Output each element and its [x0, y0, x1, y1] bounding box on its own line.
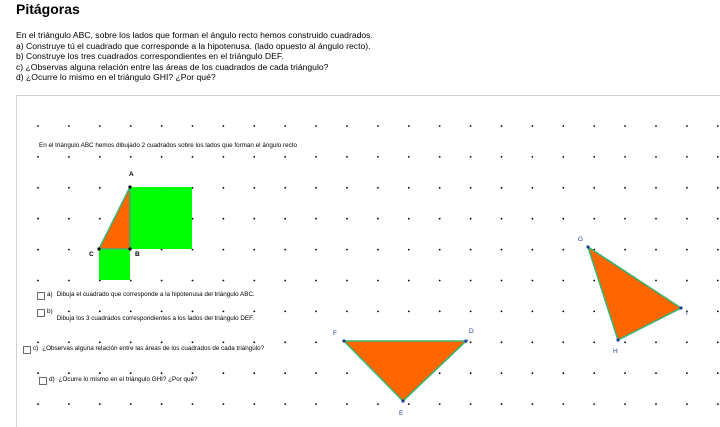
- grid-dot: [655, 187, 657, 189]
- grid-dot: [253, 156, 255, 158]
- grid-dot: [346, 311, 348, 313]
- vertex-d-point[interactable]: [464, 339, 467, 342]
- grid-dot: [68, 249, 70, 251]
- grid-dot: [501, 372, 503, 374]
- grid-dot: [439, 218, 441, 220]
- grid-dot: [99, 341, 101, 343]
- grid-dot: [408, 187, 410, 189]
- checkbox-c-text: ¿Observas alguna relación entre las áreas de los cuadrados de cada triángulo?: [42, 345, 265, 352]
- grid-dot: [253, 187, 255, 189]
- grid-dot: [223, 280, 225, 282]
- checkbox-c-row[interactable]: [23, 345, 264, 354]
- grid-dot: [130, 156, 132, 158]
- grid-dot: [408, 218, 410, 220]
- grid-dot: [717, 156, 719, 158]
- vertex-f-point[interactable]: [342, 339, 345, 342]
- grid-dot: [501, 403, 503, 405]
- grid-dot: [686, 249, 688, 251]
- grid-dot: [161, 125, 163, 127]
- grid-dot: [37, 403, 39, 405]
- vertex-f-label: F: [333, 330, 337, 337]
- grid-dot: [717, 187, 719, 189]
- grid-dot: [37, 372, 39, 374]
- grid-dot: [37, 341, 39, 343]
- grid-dot: [192, 372, 194, 374]
- grid-dot: [408, 280, 410, 282]
- grid-dot: [717, 311, 719, 313]
- vertex-e-label: E: [399, 410, 404, 417]
- grid-dot: [624, 187, 626, 189]
- triangle-def[interactable]: [344, 341, 466, 401]
- grid-dot: [532, 341, 534, 343]
- grid-dot: [655, 372, 657, 374]
- grid-dot: [593, 125, 595, 127]
- grid-dot: [562, 311, 564, 313]
- grid-dot: [562, 125, 564, 127]
- grid-dot: [315, 341, 317, 343]
- grid-dot: [655, 341, 657, 343]
- checkbox-d[interactable]: [39, 377, 47, 385]
- checkbox-b-text: Dibuja los 3 cuadrados correspondientes a los lados del triángulo DEF.: [56, 315, 255, 322]
- grid-dot: [532, 311, 534, 313]
- grid-dot: [439, 187, 441, 189]
- geometry-applet[interactable]: [16, 95, 720, 427]
- grid-dot: [655, 125, 657, 127]
- vertex-a-point[interactable]: [128, 185, 131, 188]
- grid-dot: [562, 280, 564, 282]
- grid-dot: [99, 403, 101, 405]
- grid-dot: [593, 218, 595, 220]
- grid-dot: [377, 125, 379, 127]
- grid-dot: [470, 403, 472, 405]
- grid-dot: [562, 249, 564, 251]
- grid-dot: [562, 372, 564, 374]
- grid-dot: [284, 341, 286, 343]
- grid-dot: [532, 249, 534, 251]
- grid-dot: [223, 156, 225, 158]
- grid-dot: [284, 403, 286, 405]
- instruction-line-c: c) ¿Observas alguna relación entre las áreas de los cuadrados de cada triángulo?: [16, 61, 329, 72]
- vertex-a-label: A: [129, 171, 134, 178]
- grid-dot: [624, 218, 626, 220]
- grid-dot: [686, 125, 688, 127]
- grid-dot: [377, 280, 379, 282]
- grid-dot: [315, 156, 317, 158]
- grid-dot: [284, 156, 286, 158]
- grid-dot: [223, 249, 225, 251]
- grid-dot: [223, 403, 225, 405]
- grid-dot: [253, 341, 255, 343]
- grid-dot: [68, 125, 70, 127]
- grid-dot: [593, 156, 595, 158]
- grid-dot: [562, 156, 564, 158]
- vertex-g-point[interactable]: [586, 245, 589, 248]
- grid-dot: [192, 341, 194, 343]
- instruction-line-d: d) ¿Ocurre lo mismo en el triángulo GHI? ¿Por qué?: [16, 72, 216, 83]
- grid-dot: [37, 187, 39, 189]
- grid-dot: [593, 311, 595, 313]
- grid-dot: [532, 403, 534, 405]
- applet-note: En el triángulo ABC hemos dibujado 2 cuadrados sobre los lados que forman el ángulo recto: [39, 142, 297, 149]
- grid-dot: [37, 125, 39, 127]
- grid-dot: [624, 249, 626, 251]
- vertex-b-point[interactable]: [128, 247, 131, 250]
- grid-dot: [717, 125, 719, 127]
- grid-dot: [37, 218, 39, 220]
- grid-dot: [192, 280, 194, 282]
- grid-dot: [223, 372, 225, 374]
- grid-dot: [470, 187, 472, 189]
- grid-dot: [470, 249, 472, 251]
- grid-dot: [501, 341, 503, 343]
- checkbox-b-label: b): [47, 308, 53, 315]
- grid-dot: [130, 403, 132, 405]
- vertex-h-point[interactable]: [616, 338, 619, 341]
- grid-dot: [655, 218, 657, 220]
- grid-dot: [593, 280, 595, 282]
- grid-dot: [346, 249, 348, 251]
- grid-dot: [315, 403, 317, 405]
- grid-dot: [99, 372, 101, 374]
- grid-dot: [223, 187, 225, 189]
- checkbox-d-label: d): [49, 376, 55, 383]
- grid-dot: [161, 372, 163, 374]
- grid-dot: [501, 280, 503, 282]
- grid-dot: [501, 187, 503, 189]
- grid-dot: [439, 125, 441, 127]
- grid-dot: [284, 125, 286, 127]
- grid-dot: [68, 372, 70, 374]
- grid-dot: [68, 280, 70, 282]
- grid-dot: [377, 403, 379, 405]
- grid-dot: [253, 372, 255, 374]
- grid-dot: [377, 249, 379, 251]
- grid-dot: [284, 280, 286, 282]
- vertex-c-point[interactable]: [97, 247, 100, 250]
- grid-dot: [655, 280, 657, 282]
- grid-dot: [284, 311, 286, 313]
- grid-dot: [562, 341, 564, 343]
- grid-dot: [99, 125, 101, 127]
- vertex-e-point[interactable]: [401, 399, 404, 402]
- grid-dot: [686, 218, 688, 220]
- grid-dot: [624, 372, 626, 374]
- grid-dot: [99, 218, 101, 220]
- grid-dot: [346, 280, 348, 282]
- grid-dot: [686, 280, 688, 282]
- grid-dot: [346, 218, 348, 220]
- grid-dot: [470, 372, 472, 374]
- grid-dot: [501, 311, 503, 313]
- grid-dot: [501, 156, 503, 158]
- checkbox-a-text: Dibuja el cuadrado que corresponde a la hipotenusa del triángulo ABC.: [56, 291, 255, 298]
- grid-dot: [624, 125, 626, 127]
- grid-dot: [686, 372, 688, 374]
- vertex-h-label: H: [613, 348, 618, 355]
- grid-dot: [501, 249, 503, 251]
- grid-dot: [377, 218, 379, 220]
- grid-dot: [439, 280, 441, 282]
- grid-dot: [408, 311, 410, 313]
- vertex-i-point[interactable]: [679, 306, 682, 309]
- checkbox-d-text: ¿Ocurre lo mismo en el triángulo GHI? ¿Por qué?: [58, 376, 198, 383]
- checkbox-d-row[interactable]: [39, 376, 198, 385]
- grid-dot: [315, 125, 317, 127]
- vertex-i-label: I: [686, 310, 688, 317]
- grid-dot: [68, 403, 70, 405]
- grid-dot: [315, 311, 317, 313]
- grid-dot: [655, 403, 657, 405]
- grid-dot: [532, 187, 534, 189]
- grid-dot: [192, 156, 194, 158]
- grid-dot: [655, 249, 657, 251]
- triangle-ghi[interactable]: [588, 247, 681, 340]
- grid-dot: [532, 218, 534, 220]
- page-title: Pitágoras: [16, 1, 80, 17]
- grid-dot: [686, 187, 688, 189]
- grid-dot: [223, 341, 225, 343]
- vertex-g-label: G: [578, 236, 584, 243]
- grid-dot: [161, 280, 163, 282]
- grid-dot: [346, 403, 348, 405]
- checkbox-c[interactable]: [23, 346, 31, 354]
- vertex-b-label: B: [135, 251, 140, 258]
- grid-dot: [253, 403, 255, 405]
- grid-dot: [717, 280, 719, 282]
- grid-dot: [377, 311, 379, 313]
- grid-dot: [439, 156, 441, 158]
- instruction-line-a: a) Construye tú el cuadrado que corresponde a la hipotenusa. (lado opuesto al ángulo recto).: [16, 40, 371, 51]
- grid-dot: [593, 341, 595, 343]
- grid-dot: [284, 187, 286, 189]
- grid-dot: [346, 372, 348, 374]
- grid-dot: [99, 187, 101, 189]
- grid-dot: [315, 372, 317, 374]
- vertex-d-label: D: [469, 328, 474, 335]
- grid-dot: [37, 280, 39, 282]
- grid-dot: [37, 249, 39, 251]
- grid-dot: [562, 218, 564, 220]
- instructions: [16, 30, 373, 83]
- grid-dot: [130, 280, 132, 282]
- instruction-line-b: b) Construye los tres cuadrados correspondientes en el triángulo DEF.: [16, 51, 284, 62]
- grid-dot: [408, 156, 410, 158]
- grid-dot: [408, 403, 410, 405]
- grid-dot: [253, 249, 255, 251]
- square-on-leg-ab: [130, 187, 192, 249]
- checkbox-a-label: a): [47, 291, 53, 298]
- grid-dot: [130, 125, 132, 127]
- grid-dot: [130, 341, 132, 343]
- grid-dot: [161, 341, 163, 343]
- grid-dot: [501, 218, 503, 220]
- grid-dot: [717, 218, 719, 220]
- checkbox-a-row[interactable]: [37, 291, 255, 300]
- grid-dot: [223, 125, 225, 127]
- triangle-abc[interactable]: [99, 187, 130, 249]
- grid-dot: [192, 403, 194, 405]
- grid-dot: [686, 341, 688, 343]
- grid-dot: [470, 156, 472, 158]
- grid-dot: [37, 156, 39, 158]
- grid-dot: [532, 372, 534, 374]
- grid-dot: [686, 403, 688, 405]
- grid-dot: [253, 125, 255, 127]
- grid-dot: [717, 341, 719, 343]
- grid-dot: [686, 156, 688, 158]
- grid-dot: [439, 249, 441, 251]
- grid-dot: [223, 218, 225, 220]
- grid-dot: [377, 156, 379, 158]
- grid-dot: [99, 156, 101, 158]
- grid-dot: [470, 311, 472, 313]
- grid-dot: [253, 218, 255, 220]
- grid-dot: [284, 218, 286, 220]
- grid-dot: [624, 341, 626, 343]
- grid-dot: [346, 156, 348, 158]
- grid-dot: [439, 372, 441, 374]
- grid-dot: [562, 403, 564, 405]
- grid-dot: [501, 125, 503, 127]
- grid-dot: [470, 218, 472, 220]
- grid-dot: [655, 156, 657, 158]
- grid-dot: [470, 125, 472, 127]
- grid-dot: [161, 403, 163, 405]
- grid-dot: [562, 187, 564, 189]
- grid-dot: [253, 280, 255, 282]
- checkbox-c-label: c): [33, 345, 39, 352]
- grid-dot: [717, 403, 719, 405]
- grid-dot: [315, 187, 317, 189]
- grid-dot: [68, 218, 70, 220]
- grid-dot: [532, 280, 534, 282]
- grid-dot: [161, 156, 163, 158]
- grid-dot: [470, 280, 472, 282]
- grid-dot: [439, 311, 441, 313]
- grid-dot: [377, 187, 379, 189]
- grid-dot: [532, 125, 534, 127]
- grid-dot: [624, 403, 626, 405]
- grid-dot: [315, 249, 317, 251]
- grid-dot: [284, 249, 286, 251]
- grid-dot: [315, 280, 317, 282]
- grid-dot: [439, 403, 441, 405]
- grid-dot: [532, 156, 534, 158]
- grid-dot: [346, 125, 348, 127]
- instruction-line-intro: En el triángulo ABC, sobre los lados que forman el ángulo recto hemos construido cuadrados.: [16, 30, 373, 40]
- checkbox-b-row[interactable]: [37, 308, 254, 322]
- grid-dot: [284, 372, 286, 374]
- grid-dot: [408, 249, 410, 251]
- grid-dot: [593, 187, 595, 189]
- grid-dot: [346, 187, 348, 189]
- checkbox-b[interactable]: [37, 309, 45, 317]
- checkbox-a[interactable]: [37, 292, 45, 300]
- grid-dot: [717, 372, 719, 374]
- grid-dot: [68, 156, 70, 158]
- grid-dot: [68, 341, 70, 343]
- grid-dot: [192, 125, 194, 127]
- grid-dot: [717, 249, 719, 251]
- grid-dot: [130, 372, 132, 374]
- grid-dot: [593, 403, 595, 405]
- grid-dot: [408, 125, 410, 127]
- square-on-leg-bc: [99, 249, 130, 280]
- grid-dot: [315, 218, 317, 220]
- grid-dot: [470, 341, 472, 343]
- vertex-c-label: C: [89, 251, 94, 258]
- grid-dot: [593, 372, 595, 374]
- grid-dot: [624, 156, 626, 158]
- grid-dot: [68, 187, 70, 189]
